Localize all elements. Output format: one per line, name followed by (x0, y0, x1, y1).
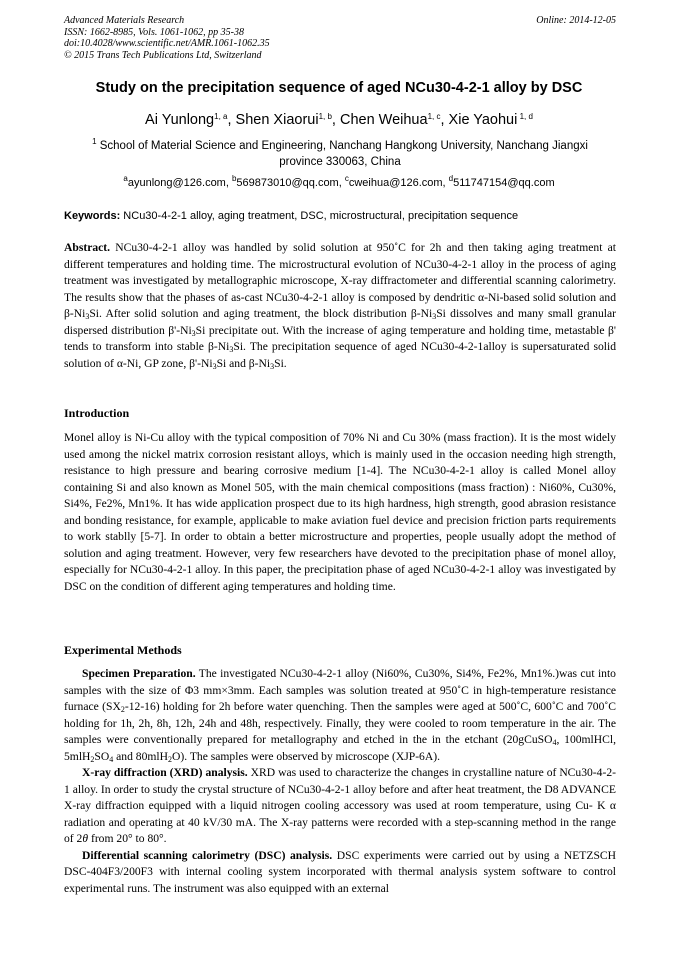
section-heading-experimental: Experimental Methods (64, 643, 182, 657)
email-link[interactable]: ayunlong@126.com, (127, 177, 232, 189)
abstract: Abstract. NCu30-4-2-1 alloy was handled by solid solution at 950˚C for 2h and then taking aging treatment at different temperatures and holding time. The microstructural evolution of NCu30-4-2-1 alloy in the process of aging treatment was investigated by metallographic microscope, X-ray diffractometer and differential scanning calorimetry. The results show that the phases of as-cast NCu30-4-2-1 alloy is composed by dendritic α-Ni-based solid solution and $\beta-Ni_3Si$. After solid solution and aging treatment, the block distribution $\beta-Ni_3Si$ dissolves and many small granular dispersed distribution $\beta'-Ni_3Si$ precipitate out. With the increase of aging temperature and holding time, metastable β' tends to transform into stable $\beta-Ni_3Si$. The precipitation sequence of aged NCu30-4-2-1alloy is supersaturated solid solution of α-Ni, GP zone, $\beta'-Ni_3Si$ and $\beta-Ni_3Si$. (64, 241, 616, 371)
introduction-text: Monel alloy is Ni-Cu alloy with the typical composition of 70% Ni and Cu 30% (mass fraction). It is the most widely used among the nickel matrix corrosion resistant alloys, which is mainly used in the occasion needing high strength, resistance to high pressure and bearing corrosive medium [1-4]. The NCu30-4-2-1 alloy is called Monel alloy containing Si and also known as Monel 505, with the main chemical compositions (mass fraction) : Ni60%, Cu30%, Si4%, Fe2%, Mn1%. It has wide application prospect due to its high hardness, high strength, good abrasion resistance and bonding resistance, for example, applicable to make aviation fuel device and precision friction parts requirements to work stablly [5-7]. In order to obtain a better microstructure and properties, people usually adopt the method of solution and aging treatment. However, very few researchers have devoted to the precipitation phase of monel alloy, especially for NCu30-4-2-1 alloy. In this paper, the precipitation phase of aged NCu30-4-2-1 alloy was investigated by DSC on the condition of different aging temperatures and holding time. (64, 431, 616, 593)
copyright-line: © 2015 Trans Tech Publications Ltd, Switzerland (64, 49, 262, 61)
keywords-text: NCu30-4-2-1 alloy, aging treatment, DSC, microstructural, precipitation sequence (120, 210, 519, 222)
author: Shen Xiaorui$^{1, b}$, (235, 112, 340, 128)
section-heading-introduction: Introduction (64, 406, 130, 420)
author-list (40, 112, 638, 128)
author: Xie Yaohui $^{1, d}$ (448, 112, 533, 128)
specimen-paragraph: Specimen Preparation. The investigated NCu30-4-2-1 alloy (Ni60%, Cu30%, Si4%, Fe2%, Mn1%.)was cut into samples with the size of Φ3 mm×3mm. Each samples was solution treated at 950˚C in high-temperature resistance furnace $(SX_2-12-16)$ holding for 2h before water quenching. Then the samples were aged at 500˚C, 600˚C and 700˚C holding for 1h, 2h, 8h, 12h, 24h and 48h, respectively. Finally, they were cooled to room temperature in the air. The samples were conventionally prepared for metallography and etched in the in the etchant (20gCuSO$_4$, 100mlHCl, $5mlH_2SO_4$ and 80mlH$_2$O). The samples were observed by microscope (XJP-6A). (64, 667, 617, 764)
abstract-label: Abstract. (64, 241, 111, 254)
keywords (64, 210, 616, 222)
keywords-label: Keywords: (64, 210, 121, 222)
email-link[interactable]: 569873010@qq.com, (236, 177, 345, 189)
dsc-paragraph: Differential scanning calorimetry (DSC) analysis. DSC experiments were carried out by using a NETZSCH DSC-404F3/200F3 with internal cooling system incorporated with thermal analysis system software to control experimental runs. The instrument was also equipped with an external (64, 848, 616, 895)
paper-title: Study on the precipitation sequence of aged NCu30-4-2-1 alloy by DSC (95, 80, 583, 96)
xrd-paragraph: X-ray diffraction (XRD) analysis. XRD was used to characterize the changes in crystalline nature of NCu30-4-2-1 alloy. In order to study the crystal structure of NCu30-4-2-1 alloy before and after heat treatment, the D8 ADVANCE X-ray diffraction equipped with a liquid nitrogen cooling accessory was used at room temperature, using Cu- K α radiation and operating at 40 kV/30 mA. The X-ray patterns were recorded with a step-scanning method in the range of 2θ from 20° to 80°. (64, 766, 616, 845)
affiliation: $^1$ School of Material Science and Engineering, Nanchang Hangkong University, Nanchang Jiangxi province 330063, China (92, 137, 588, 168)
doi-line: doi:10.4028/www.scientific.net/AMR.1061-1062.35 (64, 38, 270, 49)
author: Chen Weihua$^{1, c}$, (339, 112, 449, 128)
online-date: Online: 2014-12-05 (536, 15, 616, 26)
experimental-text (64, 666, 616, 897)
email-link[interactable]: 511747154@qq.com (453, 177, 555, 189)
issn-line: ISSN: 1662-8985, Vols. 1061-1062, pp 35-38 (64, 26, 244, 38)
email-list: $^a$ayunlong@126.com, $^b$569873010@qq.com, $^c$cweihua@126.com, $^d$511747154@qq.com (123, 174, 555, 189)
email-link[interactable]: cweihua@126.com, (348, 177, 449, 189)
journal-name: Advanced Materials Research (64, 15, 185, 26)
journal-header (64, 15, 616, 61)
author: Ai Yunlong$^{1, a}$, (145, 112, 236, 128)
